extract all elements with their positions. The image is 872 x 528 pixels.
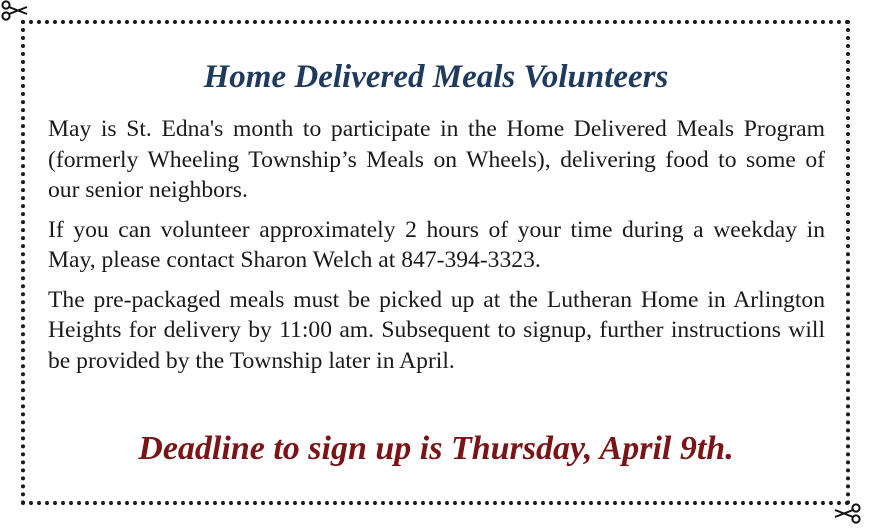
deadline-notice: Deadline to sign up is Thursday, April 9th. (138, 430, 734, 467)
scissors-icon (0, 0, 28, 22)
paragraph-pickup: The pre-packaged meals must be picked up at the Lutheran Home in Arlington Heights for delivery by 11:00 am. Subsequent to signup, further instructions will be provided by the Township later in April. (48, 286, 825, 374)
scissors-icon (834, 502, 862, 524)
page-title: Home Delivered Meals Volunteers (203, 59, 669, 95)
announcement-body (48, 114, 825, 385)
paragraph-contact: If you can volunteer approximately 2 hours of your time during a weekday in May, please contact Sharon Welch at 847-394-3323. (48, 216, 825, 273)
paragraph-intro: May is St. Edna's month to participate in the Home Delivered Meals Program (formerly Wheeling Township’s Meals on Wheels), delivering food to some of our senior neighbors. (48, 116, 825, 203)
